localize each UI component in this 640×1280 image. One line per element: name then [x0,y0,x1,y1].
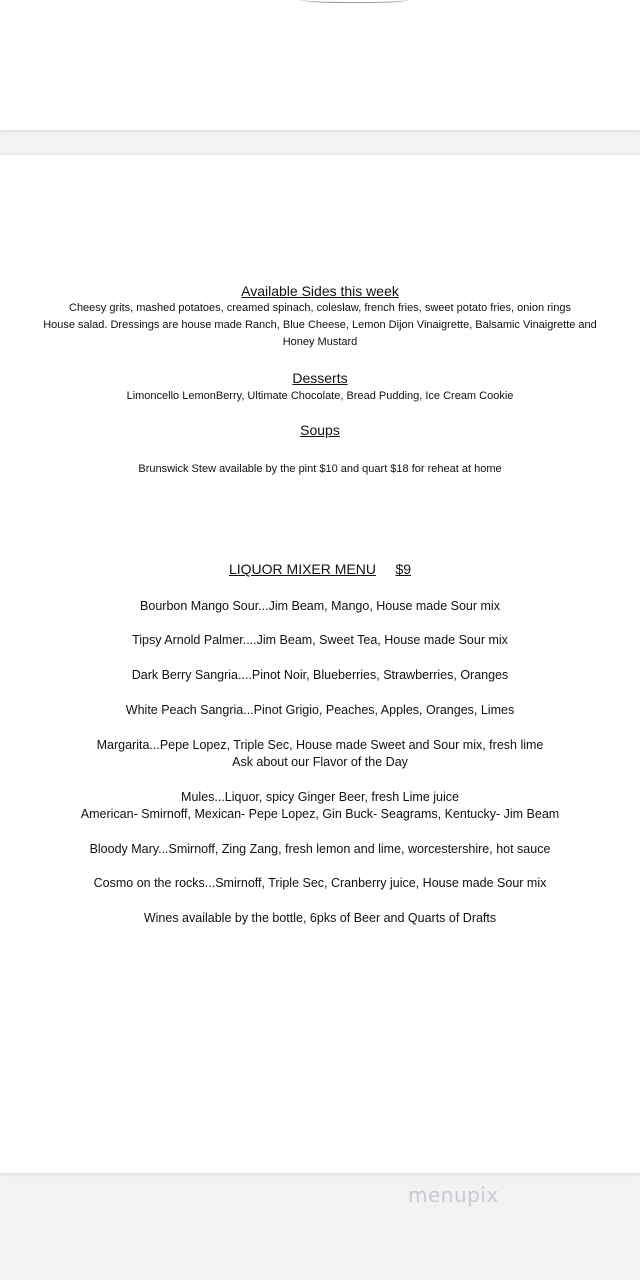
drink-item: Bourbon Mango Sour...Jim Beam, Mango, House made Sour mix [140,599,500,613]
liquor-title: LIQUOR MIXER MENU [228,561,376,577]
drink-item: Tipsy Arnold Palmer....Jim Beam, Sweet Tea, House made Sour mix [132,633,508,647]
sides-line-3: Honey Mustard [282,336,358,348]
drink-item: Wines available by the bottle, 6pks of Beer and Quarts of Drafts [143,911,497,925]
soups-heading: Soups [300,422,340,438]
liquor-price: $9 [395,561,412,577]
soups-items: Brunswick Stew available by the pint $10 and quart $18 for reheat at home [138,463,502,475]
drink-item: White Peach Sangria...Pinot Grigio, Peaches, Apples, Oranges, Limes [125,703,515,717]
desserts-items: Limoncello LemonBerry, Ultimate Chocolate, Bread Pudding, Ice Cream Cookie [126,390,514,402]
desserts-heading: Desserts [292,370,348,386]
drink-item: Cosmo on the rocks...Smirnoff, Triple Sec, Cranberry juice, House made Sour mix [93,876,547,890]
liquor-heading [0,561,640,579]
sides-heading: Available Sides this week [241,283,399,299]
drink-item: Dark Berry Sangria....Pinot Noir, Blueberries, Strawberries, Oranges [131,668,509,682]
drink-item: Mules...Liquor, spicy Ginger Beer, fresh Lime juice [181,790,459,804]
sides-line-1: Cheesy grits, mashed potatoes, creamed spinach, coleslaw, french fries, sweet potato fries, onion rings [69,302,571,314]
drink-note: American- Smirnoff, Mexican- Pepe Lopez, Gin Buck- Seagrams, Kentucky- Jim Beam [80,807,560,821]
menupix-watermark: menupix [408,1183,499,1207]
drink-note: Ask about our Flavor of the Day [232,755,408,769]
drink-item: Bloody Mary...Smirnoff, Zing Zang, fresh lemon and lime, worcestershire, hot sauce [89,842,551,856]
page-fragment [300,0,410,3]
drink-item: Margarita...Pepe Lopez, Triple Sec, House made Sweet and Sour mix, fresh lime [96,738,544,752]
previous-page [0,0,640,130]
sides-line-2: House salad. Dressings are house made Ranch, Blue Cheese, Lemon Dijon Vinaigrette, Balsamic Vinaigrette and [43,319,597,331]
